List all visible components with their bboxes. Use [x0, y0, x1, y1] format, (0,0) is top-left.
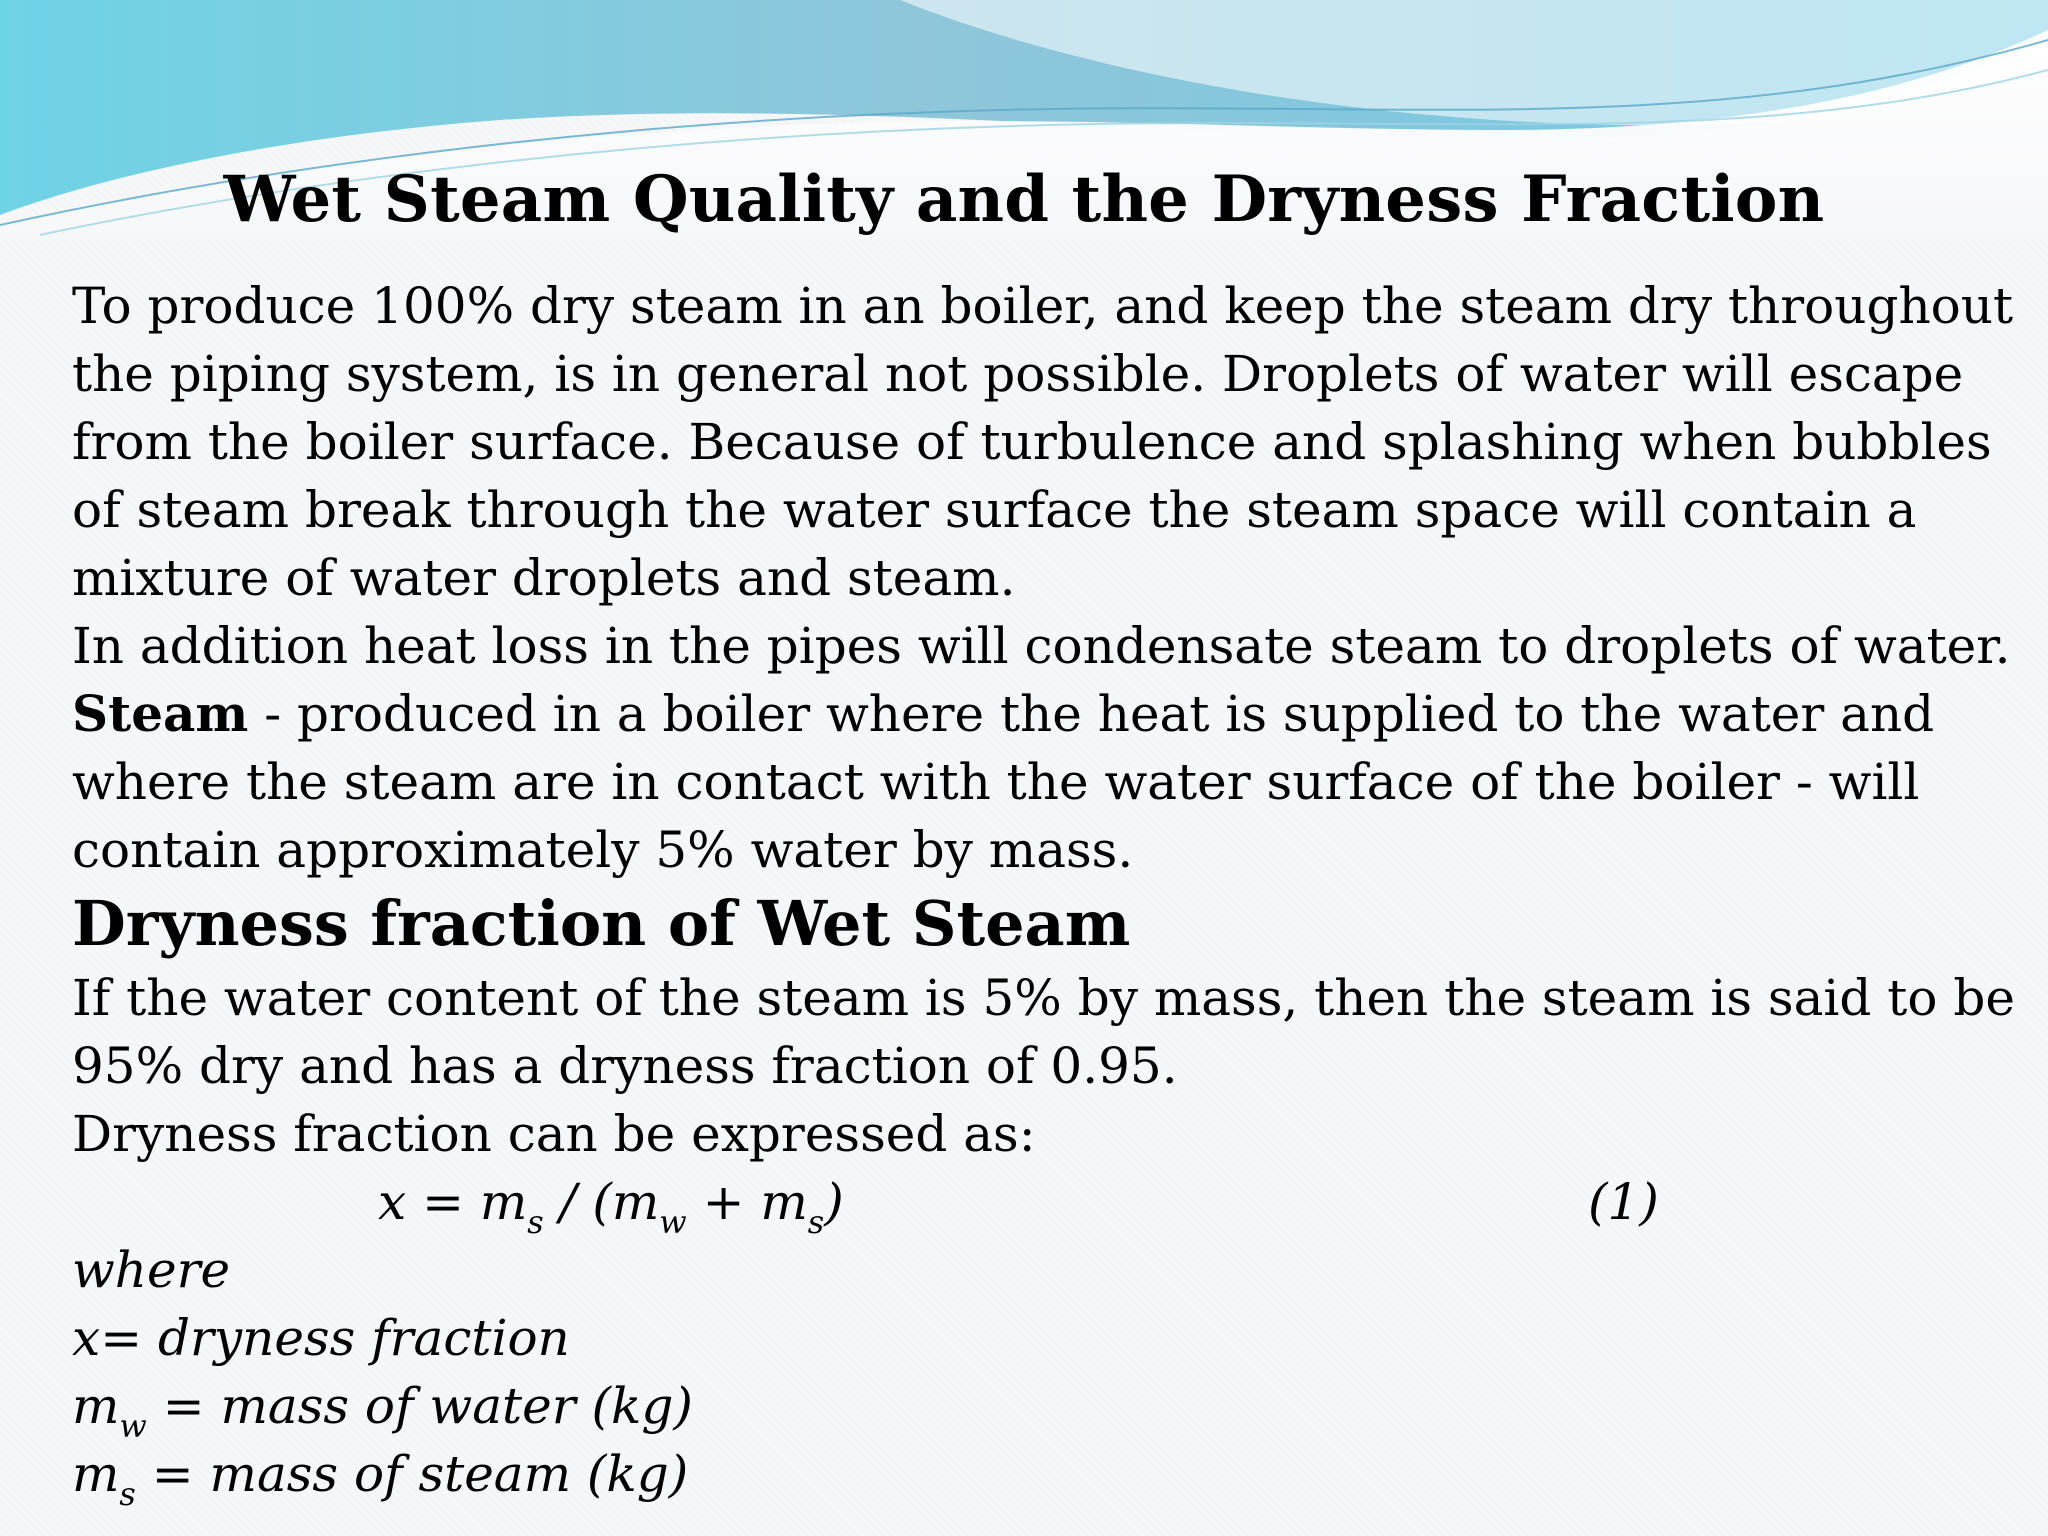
intro-line: mixture of water droplets and steam. — [72, 549, 1016, 607]
dryness-line: If the water content of the steam is 5% by mass, then the steam is said to be — [72, 969, 2015, 1027]
intro-line: of steam break through the water surface the steam space will contain a — [72, 481, 1917, 539]
slide-title: Wet Steam Quality and the Dryness Fraction — [223, 162, 1825, 237]
intro-line: the piping system, is in general not possible. Droplets of water will escape — [72, 345, 1964, 403]
steam-definition-text: - produced in a boiler where the heat is supplied to the water and — [248, 685, 1935, 743]
section-heading: Dryness fraction of Wet Steam — [72, 887, 1131, 960]
slide-body — [72, 272, 2015, 1513]
dryness-formula: $x = m_s / (m_w + m_s)$ — [378, 1173, 844, 1241]
steam-definition-line: contain approximately 5% water by mass. — [72, 821, 1134, 879]
steam-definition-line: where the steam are in contact with the water surface of the boiler - will — [72, 753, 1920, 811]
addition-paragraph: In addition heat loss in the pipes will condensate steam to droplets of water. — [72, 617, 2011, 675]
definition-ms: $m_s$ = mass of steam (kg) — [72, 1445, 689, 1513]
intro-line: To produce 100% dry steam in an boiler, and keep the steam dry throughout — [72, 277, 2014, 335]
formula-row — [72, 1168, 2012, 1241]
definition-x: x= dryness fraction — [72, 1309, 570, 1367]
dryness-line: Dryness fraction can be expressed as: — [72, 1105, 1036, 1163]
steam-term: Steam — [72, 684, 249, 743]
intro-line: from the boiler surface. Because of turbulence and splashing when bubbles — [72, 413, 1992, 471]
where-label: where — [72, 1241, 231, 1299]
equation-number: (1) — [1588, 1173, 1659, 1231]
definition-mw: $m_w$ = mass of water (kg) — [72, 1377, 693, 1445]
dryness-line: 95% dry and has a dryness fraction of 0.95. — [72, 1037, 1178, 1095]
steam-definition-line — [72, 680, 2012, 748]
